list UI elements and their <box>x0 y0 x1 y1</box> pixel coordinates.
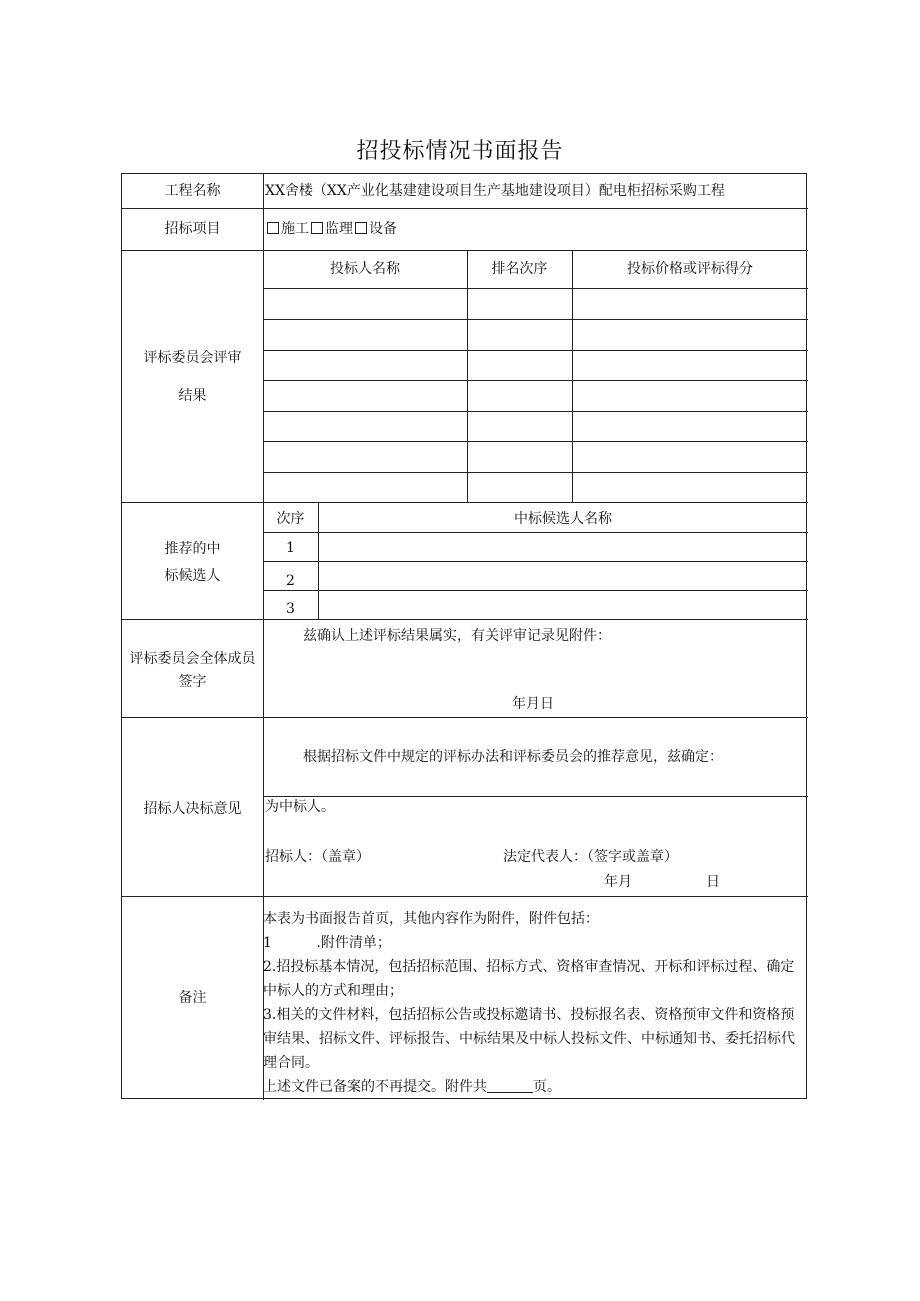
review-result-label-line2: 结果 <box>178 388 207 404</box>
order-header: 次序 <box>276 511 305 527</box>
notes-line: 1 .附件清单； <box>263 935 391 951</box>
row-divider <box>122 502 808 503</box>
project-name-label: 工程名称 <box>164 183 221 199</box>
review-grid-line <box>263 380 808 381</box>
decision-label: 招标人决标意见 <box>143 801 242 817</box>
candidate-grid-line <box>263 561 808 562</box>
page-title: 招投标情况书面报告 <box>356 139 564 164</box>
notes-content <box>263 907 803 1099</box>
review-grid-line <box>263 441 808 442</box>
project-name-value: XX舍楼（XX产业化基建建设项目生产基地建设项目）配电柜招标采购工程 <box>265 183 725 199</box>
signature-label-line1: 评标委员会全体成员 <box>129 651 256 667</box>
bid-item-label: 招标项目 <box>164 221 221 237</box>
notes-line: 2.招投标基本情况，包括招标范围、招标方式、资格审查情况、开标和评标过程、确定中标人的方式和理由； <box>263 959 795 999</box>
bidder-name-header: 投标人名称 <box>330 261 400 277</box>
notes-last-prefix: 上述文件已备案的不再提交。附件共 <box>263 1079 487 1095</box>
supervision-option: 监理 <box>325 221 353 237</box>
candidate-grid-line <box>263 590 808 591</box>
decision-divider <box>263 796 808 797</box>
row-divider <box>122 619 808 620</box>
candidate-order-1: 1 <box>286 540 295 556</box>
notes-last-line <box>263 1075 803 1099</box>
row-divider <box>122 250 808 251</box>
candidate-order-3: 3 <box>286 601 295 617</box>
signature-label-line2: 签字 <box>178 674 207 690</box>
notes-last-suffix: 页。 <box>533 1079 561 1095</box>
signature-date: 年月日 <box>512 696 554 712</box>
equipment-checkbox[interactable] <box>355 222 367 234</box>
equipment-option: 设备 <box>369 221 397 237</box>
review-grid-line <box>572 250 573 502</box>
decision-date-d: 日 <box>706 874 720 890</box>
review-grid-line <box>263 411 808 412</box>
decision-legal-rep: 法定代表人：（签字或盖章） <box>503 849 678 865</box>
rank-header: 排名次序 <box>491 261 548 277</box>
bid-item-options <box>265 219 397 239</box>
candidates-label-line2: 标候选人 <box>164 568 221 584</box>
notes-line: 本表为书面报告首页，其他内容作为附件，附件包括： <box>263 911 599 927</box>
decision-date-ym: 年月 <box>604 874 632 890</box>
price-score-header: 投标价格或评标得分 <box>627 261 753 277</box>
signature-confirm-text: 兹确认上述评标结果属实，有关评审记录见附件： <box>303 628 611 644</box>
row-divider <box>122 717 808 718</box>
candidates-label-line1: 推荐的中 <box>164 541 221 557</box>
review-result-label-line1: 评标委员会评审 <box>143 350 242 366</box>
row-divider <box>122 208 808 209</box>
review-grid-line <box>263 350 808 351</box>
notes-line: 3.相关的文件材料，包括招标公告或投标邀请书、投标报名表、资格预审文件和资格预审结果、招标文件、评标报告、中标结果及中标人投标文件、中标通知书、委托招标代理合同。 <box>263 1007 795 1071</box>
candidate-grid-line <box>263 532 808 533</box>
decision-winner: 为中标人。 <box>265 799 335 815</box>
review-grid-line <box>467 250 468 502</box>
decision-tenderer: 招标人：（盖章） <box>265 849 370 865</box>
review-grid-line <box>263 288 808 289</box>
report-form <box>121 173 807 1099</box>
candidate-order-2: 2 <box>286 573 295 589</box>
construction-checkbox[interactable] <box>267 222 279 234</box>
review-grid-line <box>263 319 808 320</box>
notes-label: 备注 <box>178 990 207 1006</box>
decision-text: 根据招标文件中规定的评标办法和评标委员会的推荐意见，兹确定： <box>303 749 723 765</box>
page-count-blank[interactable] <box>487 1078 533 1093</box>
review-grid-line <box>263 472 808 473</box>
supervision-checkbox[interactable] <box>311 222 323 234</box>
row-divider <box>122 896 808 897</box>
construction-option: 施工 <box>281 221 309 237</box>
candidate-name-header: 中标候选人名称 <box>514 511 612 527</box>
